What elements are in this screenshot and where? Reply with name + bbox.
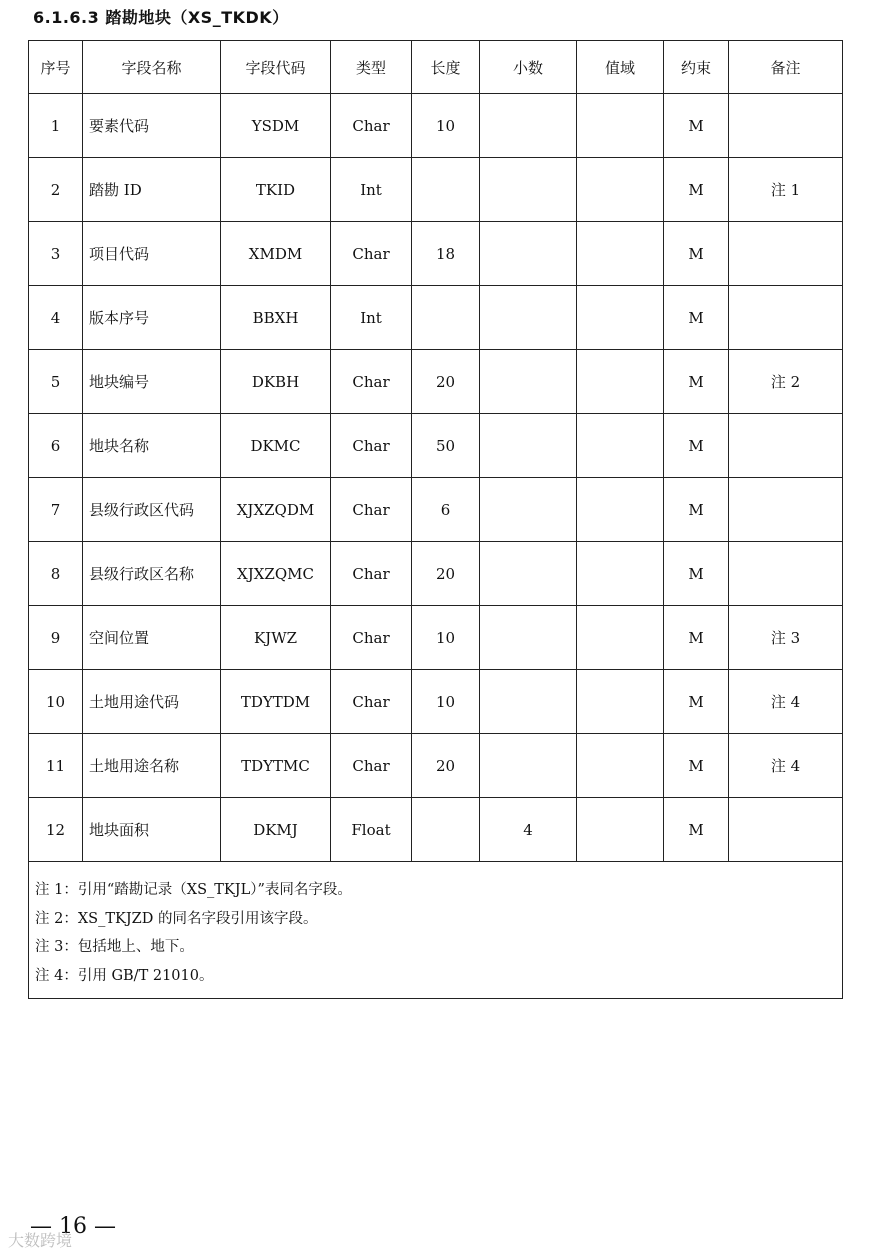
- cell-index: 10: [29, 670, 83, 734]
- field-table: [28, 40, 843, 999]
- cell-index: 2: [29, 158, 83, 222]
- cell-field-name: 土地用途代码: [83, 670, 221, 734]
- cell-domain: [577, 350, 664, 414]
- cell-field-code: DKMJ: [221, 798, 331, 862]
- cell-length: 20: [412, 350, 480, 414]
- cell-constraint: M: [664, 222, 729, 286]
- cell-type: Char: [331, 350, 412, 414]
- cell-length: [412, 158, 480, 222]
- cell-index: 7: [29, 478, 83, 542]
- cell-decimal: [480, 542, 577, 606]
- column-header: 值域: [577, 41, 664, 94]
- table-row: [29, 286, 843, 350]
- column-header: 备注: [729, 41, 843, 94]
- cell-index: 11: [29, 734, 83, 798]
- cell-field-code: DKMC: [221, 414, 331, 478]
- watermark: 大数跨境: [8, 1231, 73, 1250]
- cell-field-code: KJWZ: [221, 606, 331, 670]
- cell-field-name: 县级行政区名称: [83, 542, 221, 606]
- cell-decimal: [480, 158, 577, 222]
- cell-constraint: M: [664, 286, 729, 350]
- cell-domain: [577, 478, 664, 542]
- cell-domain: [577, 414, 664, 478]
- cell-length: [412, 286, 480, 350]
- note-line: 注 4：引用 GB/T 21010。: [35, 967, 214, 984]
- cell-domain: [577, 94, 664, 158]
- cell-index: 3: [29, 222, 83, 286]
- cell-constraint: M: [664, 414, 729, 478]
- cell-remark: [729, 414, 843, 478]
- cell-decimal: [480, 414, 577, 478]
- table-row: [29, 158, 843, 222]
- cell-field-name: 地块面积: [83, 798, 221, 862]
- table-row: [29, 670, 843, 734]
- cell-index: 9: [29, 606, 83, 670]
- cell-field-name: 空间位置: [83, 606, 221, 670]
- cell-field-code: TDYTDM: [221, 670, 331, 734]
- cell-type: Int: [331, 158, 412, 222]
- table-row: [29, 222, 843, 286]
- cell-index: 5: [29, 350, 83, 414]
- cell-length: [412, 798, 480, 862]
- cell-field-name: 地块编号: [83, 350, 221, 414]
- cell-field-name: 项目代码: [83, 222, 221, 286]
- cell-type: Char: [331, 414, 412, 478]
- cell-length: 20: [412, 734, 480, 798]
- column-header: 类型: [331, 41, 412, 94]
- cell-type: Float: [331, 798, 412, 862]
- cell-field-code: BBXH: [221, 286, 331, 350]
- table-row: [29, 94, 843, 158]
- cell-remark: [729, 94, 843, 158]
- cell-domain: [577, 222, 664, 286]
- cell-remark: 注 4: [729, 670, 843, 734]
- cell-domain: [577, 542, 664, 606]
- cell-field-code: XJXZQDM: [221, 478, 331, 542]
- cell-constraint: M: [664, 606, 729, 670]
- cell-field-code: XMDM: [221, 222, 331, 286]
- cell-decimal: [480, 350, 577, 414]
- cell-decimal: [480, 606, 577, 670]
- cell-constraint: M: [664, 478, 729, 542]
- note-line: 注 2：XS_TKJZD 的同名字段引用该字段。: [35, 910, 318, 927]
- cell-field-name: 县级行政区代码: [83, 478, 221, 542]
- cell-domain: [577, 158, 664, 222]
- cell-index: 1: [29, 94, 83, 158]
- cell-remark: 注 4: [729, 734, 843, 798]
- table-row: [29, 734, 843, 798]
- column-header: 字段代码: [221, 41, 331, 94]
- cell-decimal: [480, 478, 577, 542]
- cell-constraint: M: [664, 798, 729, 862]
- table-row: [29, 606, 843, 670]
- cell-remark: [729, 222, 843, 286]
- cell-type: Char: [331, 734, 412, 798]
- table-header-row: [29, 41, 843, 94]
- cell-domain: [577, 670, 664, 734]
- cell-constraint: M: [664, 350, 729, 414]
- cell-field-code: TDYTMC: [221, 734, 331, 798]
- cell-remark: [729, 286, 843, 350]
- cell-constraint: M: [664, 158, 729, 222]
- cell-decimal: [480, 222, 577, 286]
- cell-type: Char: [331, 606, 412, 670]
- cell-remark: [729, 798, 843, 862]
- cell-field-name: 土地用途名称: [83, 734, 221, 798]
- cell-decimal: 4: [480, 798, 577, 862]
- cell-length: 10: [412, 606, 480, 670]
- cell-field-name: 要素代码: [83, 94, 221, 158]
- cell-domain: [577, 286, 664, 350]
- cell-field-code: YSDM: [221, 94, 331, 158]
- cell-index: 8: [29, 542, 83, 606]
- cell-constraint: M: [664, 670, 729, 734]
- cell-length: 20: [412, 542, 480, 606]
- cell-decimal: [480, 734, 577, 798]
- cell-field-code: TKID: [221, 158, 331, 222]
- cell-field-name: 地块名称: [83, 414, 221, 478]
- table-row: [29, 350, 843, 414]
- note-line: 注 1：引用“踏勘记录（XS_TKJL）”表同名字段。: [35, 882, 352, 898]
- cell-type: Char: [331, 222, 412, 286]
- cell-field-name: 踏勘 ID: [83, 158, 221, 222]
- note-line: 注 3：包括地上、地下。: [35, 939, 194, 955]
- cell-decimal: [480, 670, 577, 734]
- cell-domain: [577, 734, 664, 798]
- cell-remark: 注 1: [729, 158, 843, 222]
- cell-remark: 注 3: [729, 606, 843, 670]
- cell-index: 6: [29, 414, 83, 478]
- column-header: 长度: [412, 41, 480, 94]
- cell-domain: [577, 606, 664, 670]
- page-number: — 16 —: [30, 1214, 116, 1239]
- notes-block: [29, 862, 843, 999]
- cell-length: 6: [412, 478, 480, 542]
- cell-field-code: DKBH: [221, 350, 331, 414]
- cell-type: Char: [331, 670, 412, 734]
- cell-length: 10: [412, 670, 480, 734]
- column-header: 约束: [664, 41, 729, 94]
- cell-decimal: [480, 286, 577, 350]
- table-row: [29, 542, 843, 606]
- cell-type: Int: [331, 286, 412, 350]
- cell-index: 4: [29, 286, 83, 350]
- cell-decimal: [480, 94, 577, 158]
- cell-length: 50: [412, 414, 480, 478]
- cell-length: 18: [412, 222, 480, 286]
- cell-type: Char: [331, 94, 412, 158]
- cell-remark: [729, 478, 843, 542]
- cell-field-code: XJXZQMC: [221, 542, 331, 606]
- cell-index: 12: [29, 798, 83, 862]
- table-row: [29, 798, 843, 862]
- table-row: [29, 414, 843, 478]
- cell-remark: 注 2: [729, 350, 843, 414]
- column-header: 序号: [29, 41, 83, 94]
- cell-type: Char: [331, 478, 412, 542]
- column-header: 字段名称: [83, 41, 221, 94]
- column-header: 小数: [480, 41, 577, 94]
- cell-constraint: M: [664, 542, 729, 606]
- cell-type: Char: [331, 542, 412, 606]
- cell-remark: [729, 542, 843, 606]
- cell-length: 10: [412, 94, 480, 158]
- section-heading: 6.1.6.3 踏勘地块（XS_TKDK）: [33, 8, 289, 27]
- cell-constraint: M: [664, 734, 729, 798]
- table-row: [29, 478, 843, 542]
- cell-domain: [577, 798, 664, 862]
- cell-constraint: M: [664, 94, 729, 158]
- cell-field-name: 版本序号: [83, 286, 221, 350]
